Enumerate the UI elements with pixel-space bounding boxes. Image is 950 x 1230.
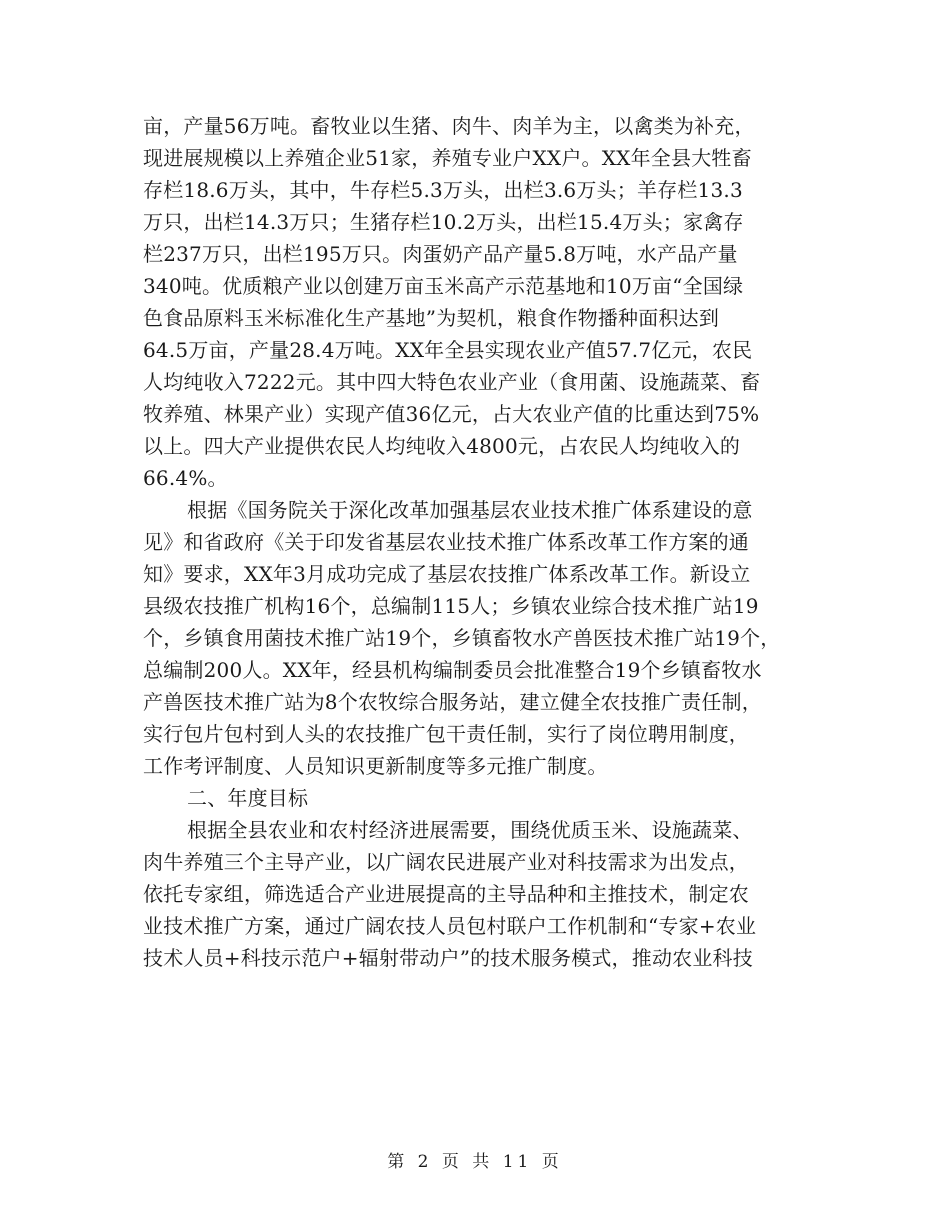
text-line: 总编制200人。XX年，经县机构编制委员会批准整合19个乡镇畜牧水 [143,658,762,682]
text-line: 技术人员+科技示范户+辐射带动户”的技术服务模式，推动农业科技 [143,946,753,970]
text-line: 现进展规模以上养殖企业51家，养殖专业户XX户。XX年全县大牲畜 [143,146,752,170]
text-line: 亩，产量56万吨。畜牧业以生猪、肉牛、肉羊为主，以禽类为补充， [143,114,755,138]
text-line: 业技术推广方案，通过广阔农技人员包村联户工作机制和“专家+农业 [143,914,757,938]
text-line: 64.5万亩，产量28.4万吨。XX年全县实现农业产值57.7亿元，农民 [143,338,753,362]
text-line: 实行包片包村到人头的农技推广包干责任制，实行了岗位聘用制度， [143,722,749,746]
text-line: 二、年度目标 [187,786,309,810]
text-line: 牧养殖、林果产业）实现产值36亿元，占大农业产值的比重达到75% [143,402,760,426]
text-line: 根据全县农业和农村经济进展需要，围绕优质玉米、设施蔬菜、 [187,818,753,842]
document-body [143,110,823,974]
text-line: 依托专家组，筛选适合产业进展提高的主导品种和主推技术，制定农 [143,882,749,906]
text-line: 色食品原料玉米标准化生产基地”为契机，粮食作物播种面积达到 [143,306,720,330]
text-line: 存栏18.6万头，其中，牛存栏5.3万头，出栏3.6万头；羊存栏13.3 [143,178,743,202]
text-line: 知》要求，XX年3月成功完成了基层农技推广体系改革工作。新设立 [143,562,751,586]
text-line: 工作考评制度、人员知识更新制度等多元推广制度。 [143,754,608,778]
text-line: 人均纯收入7222元。其中四大特色农业产业（食用菌、设施蔬菜、畜 [143,370,761,394]
text-line: 340吨。优质粮产业以创建万亩玉米高产示范基地和10万亩“全国绿 [143,274,744,298]
text-line: 66.4%。 [143,466,228,490]
text-line: 见》和省政府《关于印发省基层农业技术推广体系改革工作方案的通 [143,530,749,554]
text-line: 以上。四大产业提供农民人均纯收入4800元，占农民人均纯收入的 [143,434,741,458]
text-line: 个，乡镇食用菌技术推广站19个，乡镇畜牧水产兽医技术推广站19个， [143,626,781,650]
text-line: 栏237万只，出栏195万只。肉蛋奶产品产量5.8万吨，水产品产量 [143,242,738,266]
text-line: 根据《国务院关于深化改革加强基层农业技术推广体系建设的意 [187,498,753,522]
text-line: 肉牛养殖三个主导产业，以广阔农民进展产业对科技需求为出发点， [143,850,749,874]
text-line: 万只，出栏14.3万只；生猪存栏10.2万头，出栏15.4万头；家禽存 [143,210,744,234]
text-line: 县级农技推广机构16个，总编制115人；乡镇农业综合技术推广站19 [143,594,759,618]
page-footer: 第 2 页 共 11 页 [387,1152,563,1172]
text-line: 产兽医技术推广站为8个农牧综合服务站，建立健全农技推广责任制， [143,690,762,714]
